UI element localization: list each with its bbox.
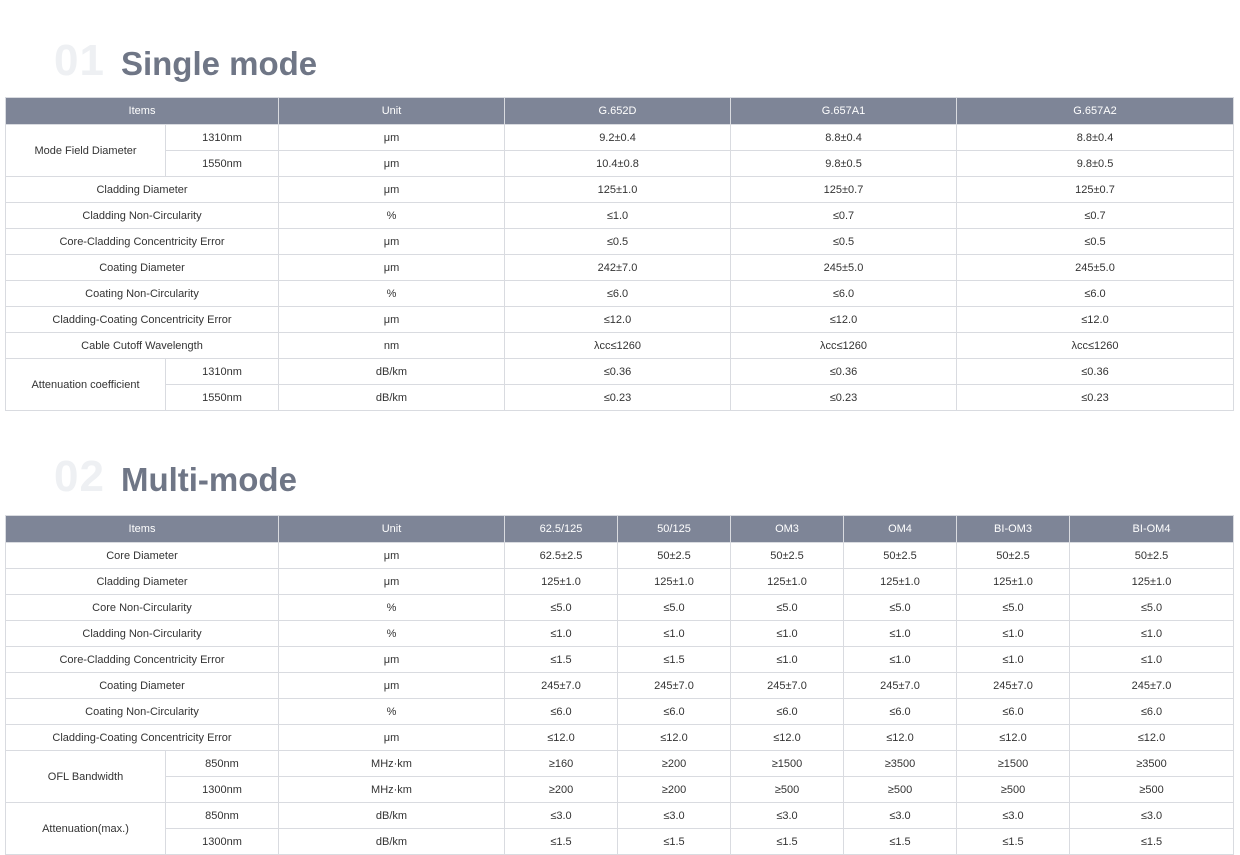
value-cell: 125±1.0 [505,177,731,203]
header-column: OM3 [731,516,844,543]
row-sublabel: 1310nm [166,125,279,151]
row-label: Attenuation coefficient [6,359,166,411]
value-cell: ≥3500 [1070,751,1234,777]
value-cell: 125±1.0 [618,569,731,595]
table-row [6,255,1234,281]
value-cell: 125±0.7 [731,177,957,203]
value-cell: ≤6.0 [505,699,618,725]
value-cell: ≤5.0 [957,595,1070,621]
table-header-row [6,516,1234,543]
value-cell: ≤0.36 [505,359,731,385]
row-label: Cladding Non-Circularity [6,621,279,647]
value-cell: ≥1500 [731,751,844,777]
value-cell: ≤0.5 [731,229,957,255]
header-column: G.657A2 [957,98,1234,125]
value-cell: 245±7.0 [1070,673,1234,699]
value-cell: 10.4±0.8 [505,151,731,177]
unit-cell: MHz·km [279,777,505,803]
row-label: Attenuation(max.) [6,803,166,855]
value-cell: ≤1.5 [618,647,731,673]
value-cell: ≤12.0 [505,307,731,333]
value-cell: 50±2.5 [844,543,957,569]
value-cell: ≤6.0 [957,281,1234,307]
value-cell: ≤5.0 [731,595,844,621]
value-cell: 245±7.0 [844,673,957,699]
header-column: G.652D [505,98,731,125]
header-unit: Unit [279,516,505,543]
value-cell: ≥500 [731,777,844,803]
row-label: Core Non-Circularity [6,595,279,621]
section-title: Single mode [120,45,318,82]
unit-cell: % [279,595,505,621]
table-row [6,333,1234,359]
unit-cell: μm [279,125,505,151]
value-cell: 245±7.0 [731,673,844,699]
table-row [6,385,1234,411]
table-row [6,543,1234,569]
row-label: Mode Field Diameter [6,125,166,177]
header-column: 62.5/125 [505,516,618,543]
table-row [6,725,1234,751]
table-row [6,595,1234,621]
row-label: Core-Cladding Concentricity Error [6,229,279,255]
header-items: Items [6,516,279,543]
unit-cell: % [279,281,505,307]
value-cell: ≤1.5 [505,829,618,855]
value-cell: ≤1.0 [844,647,957,673]
row-label: Core Diameter [6,543,279,569]
header-column: 50/125 [618,516,731,543]
value-cell: 9.8±0.5 [731,151,957,177]
row-label: Cladding-Coating Concentricity Error [6,307,279,333]
row-label: Core-Cladding Concentricity Error [6,647,279,673]
value-cell: 245±5.0 [731,255,957,281]
row-sublabel: 1550nm [166,151,279,177]
value-cell: ≤0.23 [957,385,1234,411]
value-cell: ≤1.5 [731,829,844,855]
value-cell: ≤5.0 [1070,595,1234,621]
value-cell: 50±2.5 [957,543,1070,569]
value-cell: ≤6.0 [731,699,844,725]
header-items: Items [6,98,279,125]
row-sublabel: 1550nm [166,385,279,411]
value-cell: 125±1.0 [844,569,957,595]
value-cell: λcc≤1260 [957,333,1234,359]
value-cell: ≤1.0 [505,621,618,647]
value-cell: ≤0.7 [957,203,1234,229]
unit-cell: μm [279,543,505,569]
value-cell: ≤12.0 [844,725,957,751]
value-cell: ≤0.23 [505,385,731,411]
multi-mode-table [5,515,1234,855]
value-cell: ≥500 [844,777,957,803]
value-cell: ≤1.5 [957,829,1070,855]
value-cell: ≤6.0 [505,281,731,307]
value-cell: ≥500 [957,777,1070,803]
value-cell: ≤1.5 [1070,829,1234,855]
value-cell: ≥160 [505,751,618,777]
value-cell: ≤3.0 [957,803,1070,829]
row-label: Coating Diameter [6,255,279,281]
value-cell: ≤1.5 [844,829,957,855]
value-cell: ≥200 [505,777,618,803]
value-cell: ≤3.0 [1070,803,1234,829]
row-label: OFL Bandwidth [6,751,166,803]
value-cell: ≤0.36 [957,359,1234,385]
value-cell: ≤12.0 [957,307,1234,333]
value-cell: 50±2.5 [1070,543,1234,569]
header-unit: Unit [279,98,505,125]
unit-cell: % [279,699,505,725]
value-cell: ≤12.0 [505,725,618,751]
value-cell: ≤1.0 [731,647,844,673]
value-cell: ≤1.0 [618,621,731,647]
table-row [6,829,1234,855]
value-cell: 8.8±0.4 [957,125,1234,151]
value-cell: ≤1.0 [957,621,1070,647]
row-label: Cladding Diameter [6,569,279,595]
unit-cell: μm [279,725,505,751]
value-cell: ≤1.0 [844,621,957,647]
single-mode-table [5,97,1234,411]
row-sublabel: 1310nm [166,359,279,385]
value-cell: 50±2.5 [731,543,844,569]
value-cell: ≤1.0 [731,621,844,647]
value-cell: ≥3500 [844,751,957,777]
unit-cell: % [279,621,505,647]
header-column: BI-OM3 [957,516,1070,543]
value-cell: ≤12.0 [731,307,957,333]
value-cell: ≤12.0 [1070,725,1234,751]
value-cell: 245±7.0 [618,673,731,699]
row-label: Coating Non-Circularity [6,699,279,725]
unit-cell: μm [279,673,505,699]
value-cell: λcc≤1260 [505,333,731,359]
single-mode-heading [54,36,317,86]
value-cell: ≤6.0 [957,699,1070,725]
unit-cell: % [279,203,505,229]
value-cell: ≤0.36 [731,359,957,385]
value-cell: ≥500 [1070,777,1234,803]
table-row [6,151,1234,177]
value-cell: ≤0.7 [731,203,957,229]
value-cell: ≤6.0 [1070,699,1234,725]
value-cell: ≤1.5 [505,647,618,673]
row-label: Cladding Diameter [6,177,279,203]
value-cell: ≤3.0 [844,803,957,829]
value-cell: 245±7.0 [505,673,618,699]
table-row [6,751,1234,777]
value-cell: ≤12.0 [618,725,731,751]
table-row [6,229,1234,255]
unit-cell: μm [279,647,505,673]
value-cell: 125±1.0 [1070,569,1234,595]
value-cell: ≤5.0 [618,595,731,621]
row-label: Coating Non-Circularity [6,281,279,307]
unit-cell: dB/km [279,359,505,385]
table-row [6,647,1234,673]
value-cell: 242±7.0 [505,255,731,281]
value-cell: ≥200 [618,751,731,777]
value-cell: ≤0.23 [731,385,957,411]
table-row [6,569,1234,595]
table-row [6,673,1234,699]
table-row [6,359,1234,385]
row-sublabel: 1300nm [166,777,279,803]
value-cell: ≤1.0 [1070,621,1234,647]
value-cell: ≤6.0 [731,281,957,307]
row-label: Coating Diameter [6,673,279,699]
table-row [6,125,1234,151]
table-row [6,307,1234,333]
value-cell: λcc≤1260 [731,333,957,359]
value-cell: ≤1.0 [1070,647,1234,673]
value-cell: ≤1.0 [957,647,1070,673]
row-sublabel: 850nm [166,803,279,829]
value-cell: ≤0.5 [957,229,1234,255]
row-label: Cable Cutoff Wavelength [6,333,279,359]
value-cell: 125±1.0 [505,569,618,595]
row-sublabel: 850nm [166,751,279,777]
unit-cell: μm [279,229,505,255]
unit-cell: nm [279,333,505,359]
value-cell: ≤3.0 [618,803,731,829]
unit-cell: dB/km [279,803,505,829]
section-number: 01 [54,36,105,85]
value-cell: ≤6.0 [844,699,957,725]
unit-cell: μm [279,255,505,281]
value-cell: 245±5.0 [957,255,1234,281]
unit-cell: μm [279,569,505,595]
multi-mode-heading [54,452,297,502]
table-row [6,203,1234,229]
value-cell: ≤5.0 [844,595,957,621]
value-cell: ≤12.0 [957,725,1070,751]
table-row [6,621,1234,647]
value-cell: 9.2±0.4 [505,125,731,151]
section-number: 02 [54,452,105,501]
row-label: Cladding-Coating Concentricity Error [6,725,279,751]
table-row [6,281,1234,307]
value-cell: ≤1.5 [618,829,731,855]
header-column: G.657A1 [731,98,957,125]
table-row [6,699,1234,725]
value-cell: ≤0.5 [505,229,731,255]
unit-cell: μm [279,151,505,177]
value-cell: 62.5±2.5 [505,543,618,569]
unit-cell: MHz·km [279,751,505,777]
value-cell: 8.8±0.4 [731,125,957,151]
value-cell: 125±1.0 [731,569,844,595]
value-cell: ≤3.0 [505,803,618,829]
table-row [6,803,1234,829]
value-cell: ≤5.0 [505,595,618,621]
unit-cell: dB/km [279,829,505,855]
value-cell: 50±2.5 [618,543,731,569]
unit-cell: dB/km [279,385,505,411]
value-cell: ≥200 [618,777,731,803]
value-cell: 125±1.0 [957,569,1070,595]
value-cell: ≤3.0 [731,803,844,829]
value-cell: 245±7.0 [957,673,1070,699]
table-header-row [6,98,1234,125]
value-cell: ≤12.0 [731,725,844,751]
value-cell: 9.8±0.5 [957,151,1234,177]
value-cell: ≥1500 [957,751,1070,777]
section-title: Multi-mode [120,461,297,498]
value-cell: 125±0.7 [957,177,1234,203]
value-cell: ≤1.0 [505,203,731,229]
unit-cell: μm [279,307,505,333]
table-row [6,777,1234,803]
unit-cell: μm [279,177,505,203]
header-column: OM4 [844,516,957,543]
row-sublabel: 1300nm [166,829,279,855]
row-label: Cladding Non-Circularity [6,203,279,229]
value-cell: ≤6.0 [618,699,731,725]
table-row [6,177,1234,203]
header-column: BI-OM4 [1070,516,1234,543]
